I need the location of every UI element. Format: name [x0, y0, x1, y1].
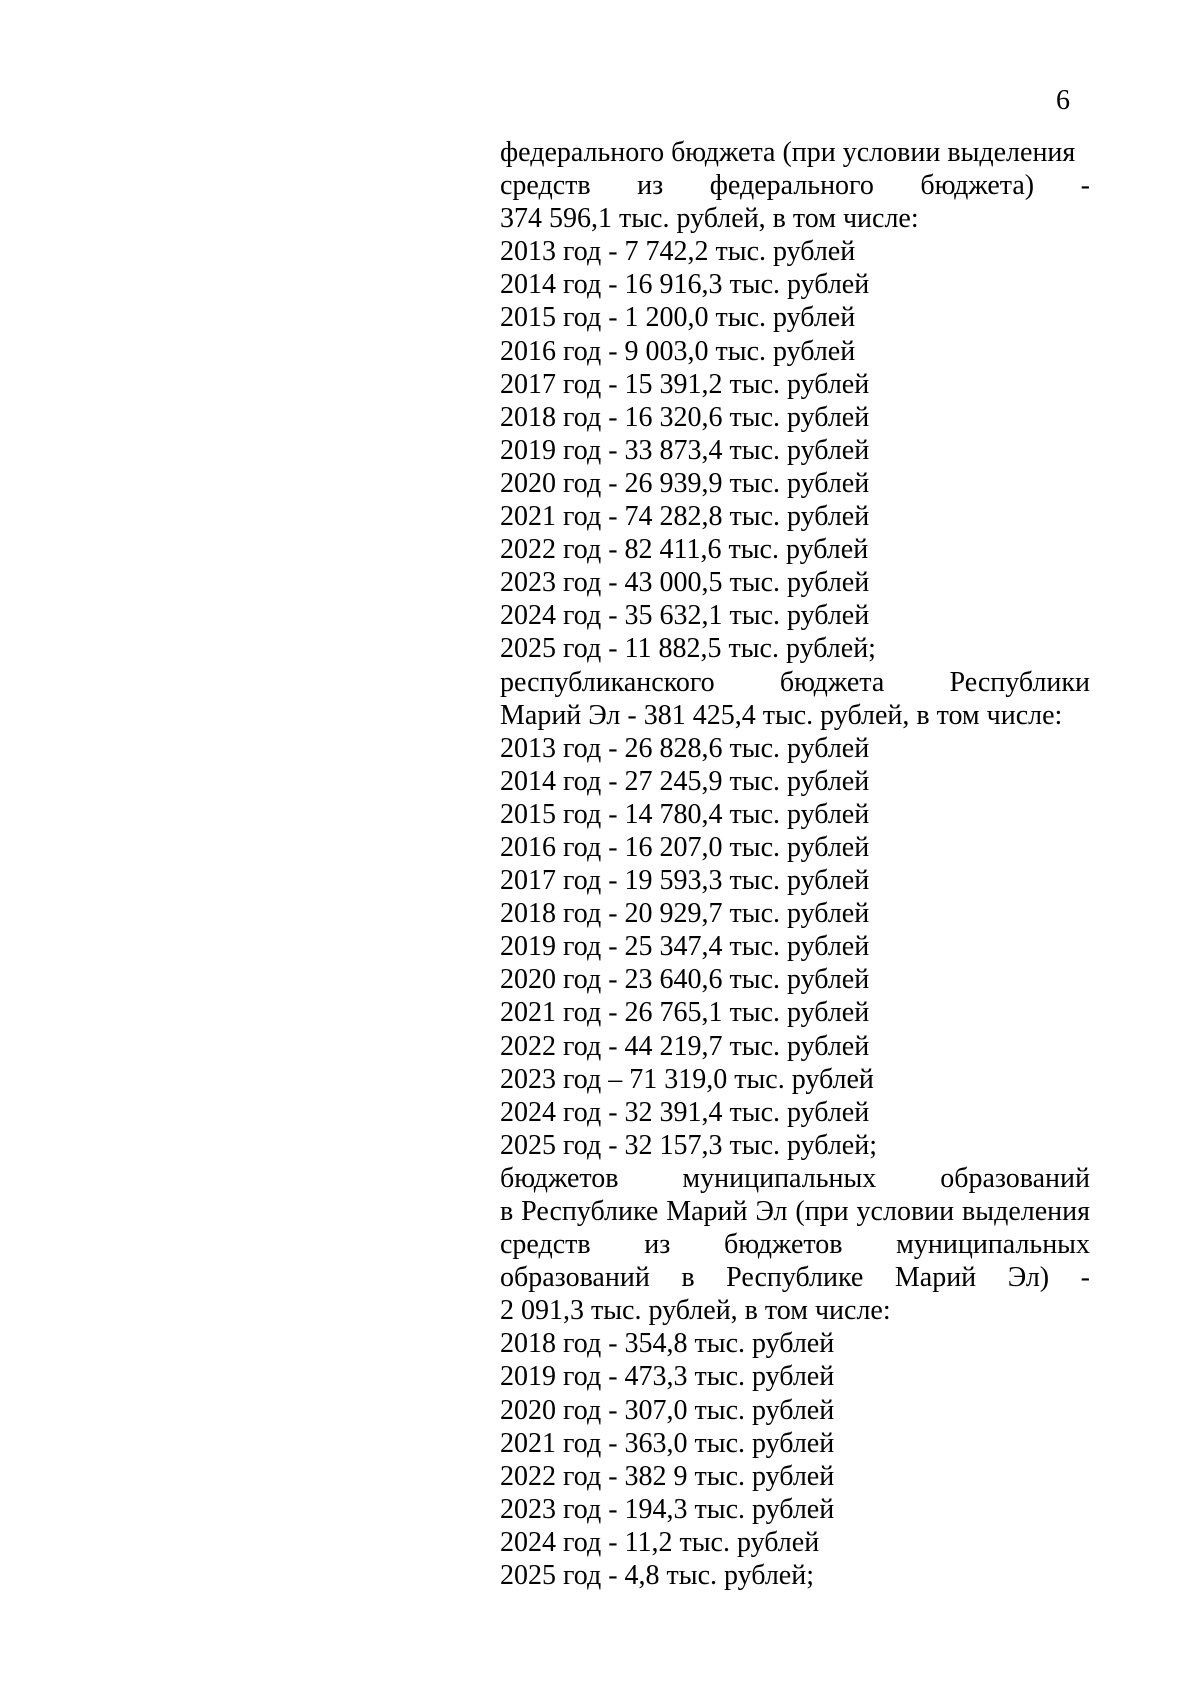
municipal-year-line: 2024 год - 11,2 тыс. рублей — [500, 1526, 820, 1558]
federal-intro-line: средств из федерального бюджета) - — [500, 170, 1090, 202]
republic-year-line: 2019 год - 25 347,4 тыс. рублей — [500, 931, 870, 963]
federal-year-line: 2014 год - 16 916,3 тыс. рублей — [500, 269, 870, 301]
federal-year-line: 2015 год - 1 200,0 тыс. рублей — [500, 302, 856, 334]
federal-year-line: 2021 год - 74 282,8 тыс. рублей — [500, 501, 870, 533]
republic-year-line: 2022 год - 44 219,7 тыс. рублей — [500, 1030, 870, 1062]
federal-budget-section — [500, 136, 1090, 666]
municipal-year-line: 2025 год - 4,8 тыс. рублей; — [500, 1560, 815, 1592]
federal-year-line: 2013 год - 7 742,2 тыс. рублей — [500, 236, 856, 268]
republic-year-line: 2020 год - 23 640,6 тыс. рублей — [500, 964, 870, 996]
federal-year-line: 2023 год - 43 000,5 тыс. рублей — [500, 567, 870, 599]
document-body — [500, 136, 1090, 1592]
federal-year-line: 2024 год - 35 632,1 тыс. рублей — [500, 600, 870, 632]
federal-intro-line: 374 596,1 тыс. рублей, в том числе: — [500, 203, 919, 235]
municipal-year-line: 2021 год - 363,0 тыс. рублей — [500, 1427, 835, 1459]
municipal-budget-section — [500, 1162, 1090, 1592]
republic-intro-line: Марий Эл - 381 425,4 тыс. рублей, в том числе: — [500, 699, 1063, 731]
republic-year-line: 2025 год - 32 157,3 тыс. рублей; — [500, 1129, 878, 1161]
federal-year-line: 2019 год - 33 873,4 тыс. рублей — [500, 434, 870, 466]
federal-year-line: 2020 год - 26 939,9 тыс. рублей — [500, 467, 870, 499]
federal-intro-line: федерального бюджета (при условии выделения — [500, 137, 1076, 168]
municipal-year-line: 2023 год - 194,3 тыс. рублей — [500, 1493, 835, 1525]
page-number: 6 — [1056, 85, 1070, 116]
municipal-intro-line: бюджетов муниципальных образований — [500, 1162, 1090, 1194]
republic-year-line: 2016 год - 16 207,0 тыс. рублей — [500, 831, 870, 863]
republic-year-line: 2017 год - 19 593,3 тыс. рублей — [500, 865, 870, 897]
republic-year-line: 2015 год - 14 780,4 тыс. рублей — [500, 798, 870, 830]
federal-year-line: 2022 год - 82 411,6 тыс. рублей — [500, 534, 869, 566]
republic-year-line: 2021 год - 26 765,1 тыс. рублей — [500, 997, 870, 1029]
municipal-intro-line: в Республике Марий Эл (при условии выделения — [500, 1196, 1090, 1227]
republic-year-line: 2018 год - 20 929,7 тыс. рублей — [500, 898, 870, 930]
municipal-intro-line: образований в Республике Марий Эл) - — [500, 1262, 1090, 1294]
federal-year-line: 2016 год - 9 003,0 тыс. рублей — [500, 335, 856, 367]
municipal-year-line: 2019 год - 473,3 тыс. рублей — [500, 1361, 835, 1393]
municipal-year-line: 2020 год - 307,0 тыс. рублей — [500, 1394, 835, 1426]
municipal-intro-line: 2 091,3 тыс. рублей, в том числе: — [500, 1295, 891, 1327]
municipal-intro-line: средств из бюджетов муниципальных — [500, 1229, 1090, 1261]
municipal-year-line: 2022 год - 382 9 тыс. рублей — [500, 1460, 835, 1492]
republic-intro-line: республиканского бюджета Республики — [500, 666, 1090, 698]
municipal-year-line: 2018 год - 354,8 тыс. рублей — [500, 1328, 835, 1360]
republic-budget-section — [500, 666, 1090, 1162]
republic-year-line: 2013 год - 26 828,6 тыс. рублей — [500, 732, 870, 764]
republic-year-line: 2014 год - 27 245,9 тыс. рублей — [500, 765, 870, 797]
republic-year-line: 2023 год – 71 319,0 тыс. рублей — [500, 1063, 874, 1095]
republic-year-line: 2024 год - 32 391,4 тыс. рублей — [500, 1096, 870, 1128]
federal-year-line: 2017 год - 15 391,2 тыс. рублей — [500, 368, 870, 400]
federal-year-line: 2018 год - 16 320,6 тыс. рублей — [500, 401, 870, 433]
federal-year-line: 2025 год - 11 882,5 тыс. рублей; — [500, 633, 876, 665]
